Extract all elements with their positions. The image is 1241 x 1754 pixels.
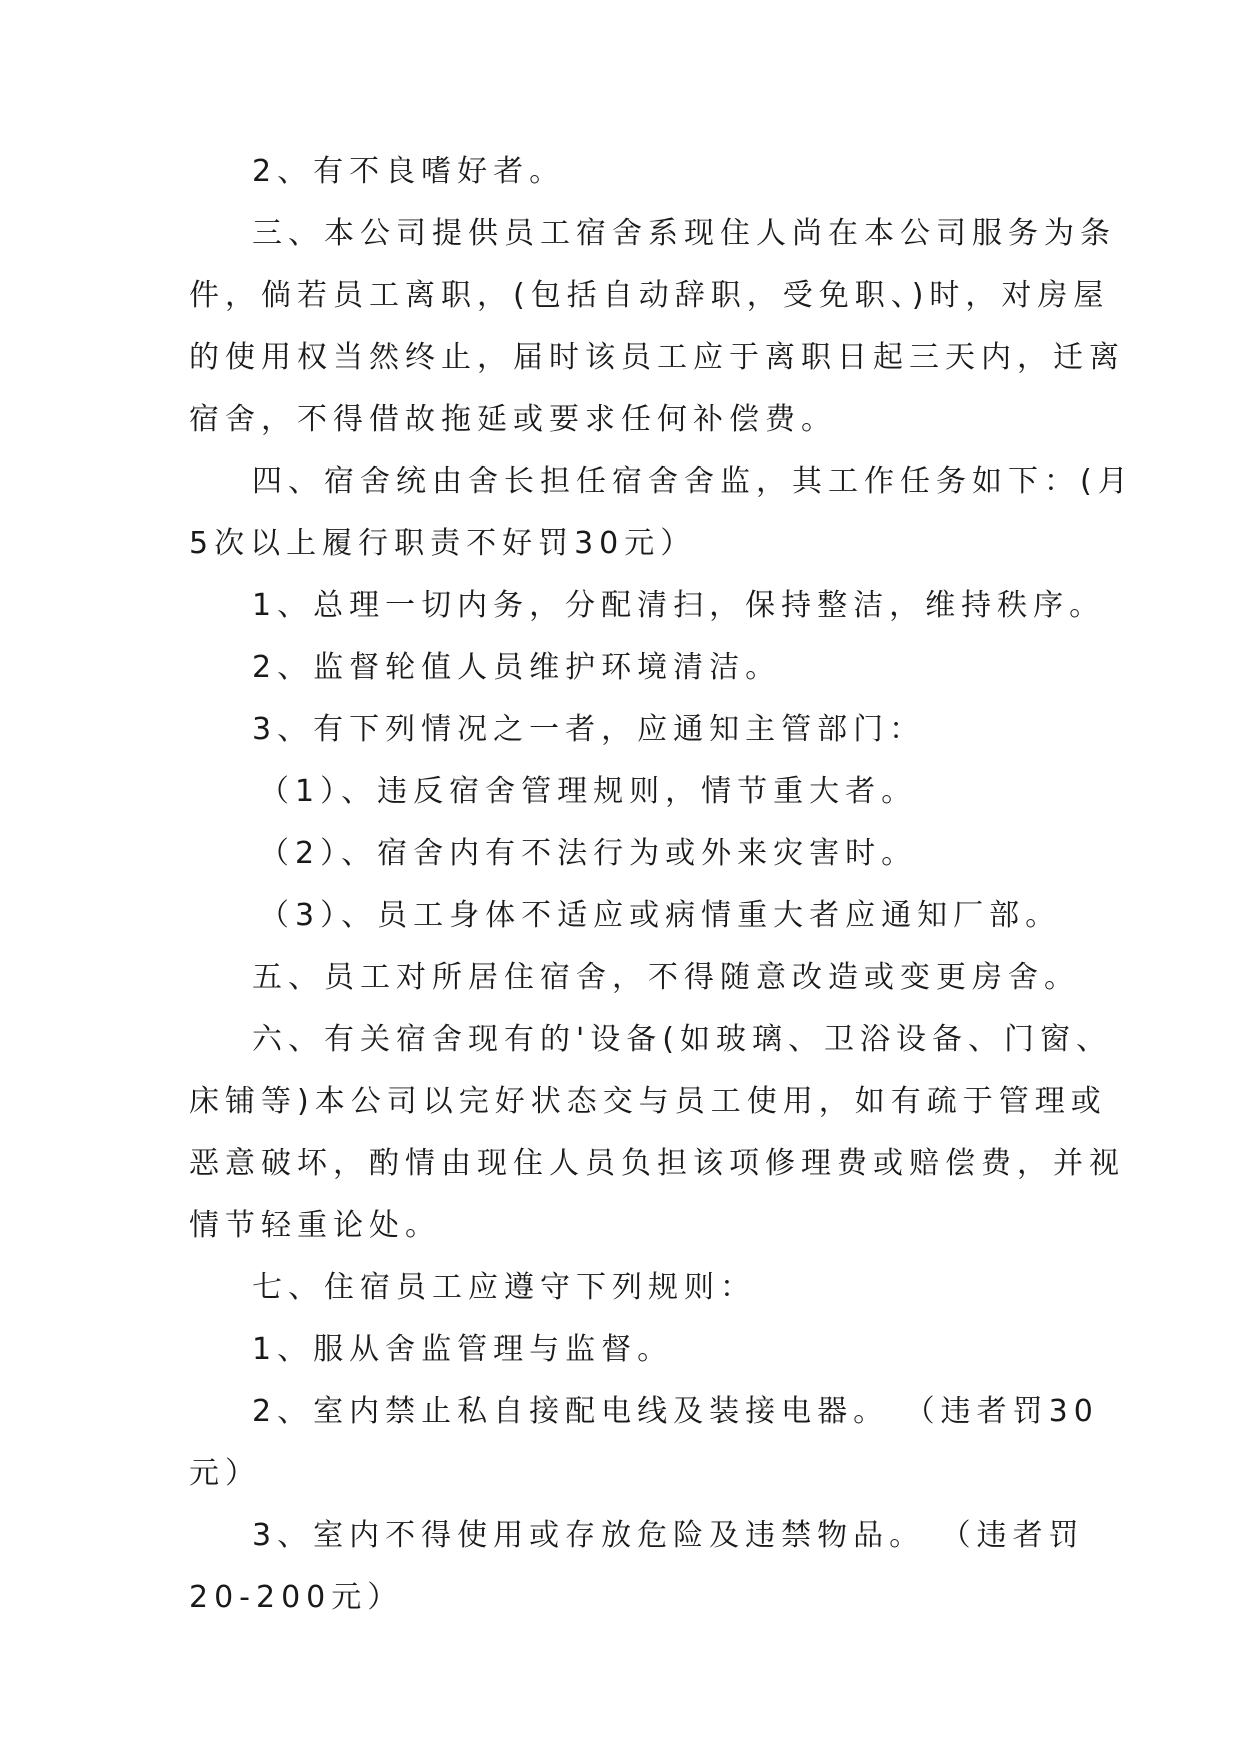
text-line: 1、服从舍监管理与监督。 <box>252 1332 674 1367</box>
text-line: 2、监督轮值人员维护环境清洁。 <box>252 650 782 685</box>
text-line: 床铺等)本公司以完好状态交与员工使用，如有疏于管理或 <box>189 1084 1107 1119</box>
text-line: 2、室内禁止私自接配电线及装接电器。 （违者罚30 <box>252 1394 1099 1429</box>
text-line: 三、本公司提供员工宿舍系现住人尚在本公司服务为条 <box>252 216 1116 251</box>
text-line: 3、有下列情况之一者，应通知主管部门： <box>252 712 926 747</box>
text-line: 元） <box>189 1456 261 1491</box>
text-line: 六、有关宿舍现有的'设备(如玻璃、卫浴设备、门窗、 <box>252 1022 1112 1057</box>
text-line: （3）、员工身体不适应或病情重大者应通知厂部。 <box>259 898 1062 933</box>
text-line: 20-200元） <box>189 1580 404 1615</box>
text-line: 情节轻重论处。 <box>189 1208 441 1243</box>
text-line: （1）、违反宿舍管理规则，情节重大者。 <box>259 774 918 809</box>
text-line: 件，倘若员工离职，(包括自动辞职，受免职、)时，对房屋 <box>189 278 1110 313</box>
text-line: （2）、宿舍内有不法行为或外来灾害时。 <box>259 836 918 871</box>
text-line: 四、宿舍统由舍长担任宿舍舍监，其工作任务如下：(月 <box>252 464 1134 499</box>
text-line: 2、有不良嗜好者。 <box>252 154 566 189</box>
text-line: 五、员工对所居住宿舍，不得随意改造或变更房舍。 <box>252 960 1080 995</box>
text-line: 七、住宿员工应遵守下列规则： <box>252 1270 756 1305</box>
text-line: 宿舍，不得借故拖延或要求任何补偿费。 <box>189 402 837 437</box>
text-line: 5次以上履行职责不好罚30元） <box>189 526 697 561</box>
text-line: 3、室内不得使用或存放危险及违禁物品。 （违者罚 <box>252 1518 1085 1553</box>
text-line: 恶意破坏，酌情由现住人员负担该项修理费或赔偿费，并视 <box>189 1146 1125 1181</box>
text-line: 1、总理一切内务，分配清扫，保持整洁，维持秩序。 <box>252 588 1106 623</box>
text-line: 的使用权当然终止，届时该员工应于离职日起三天内，迁离 <box>189 340 1125 375</box>
